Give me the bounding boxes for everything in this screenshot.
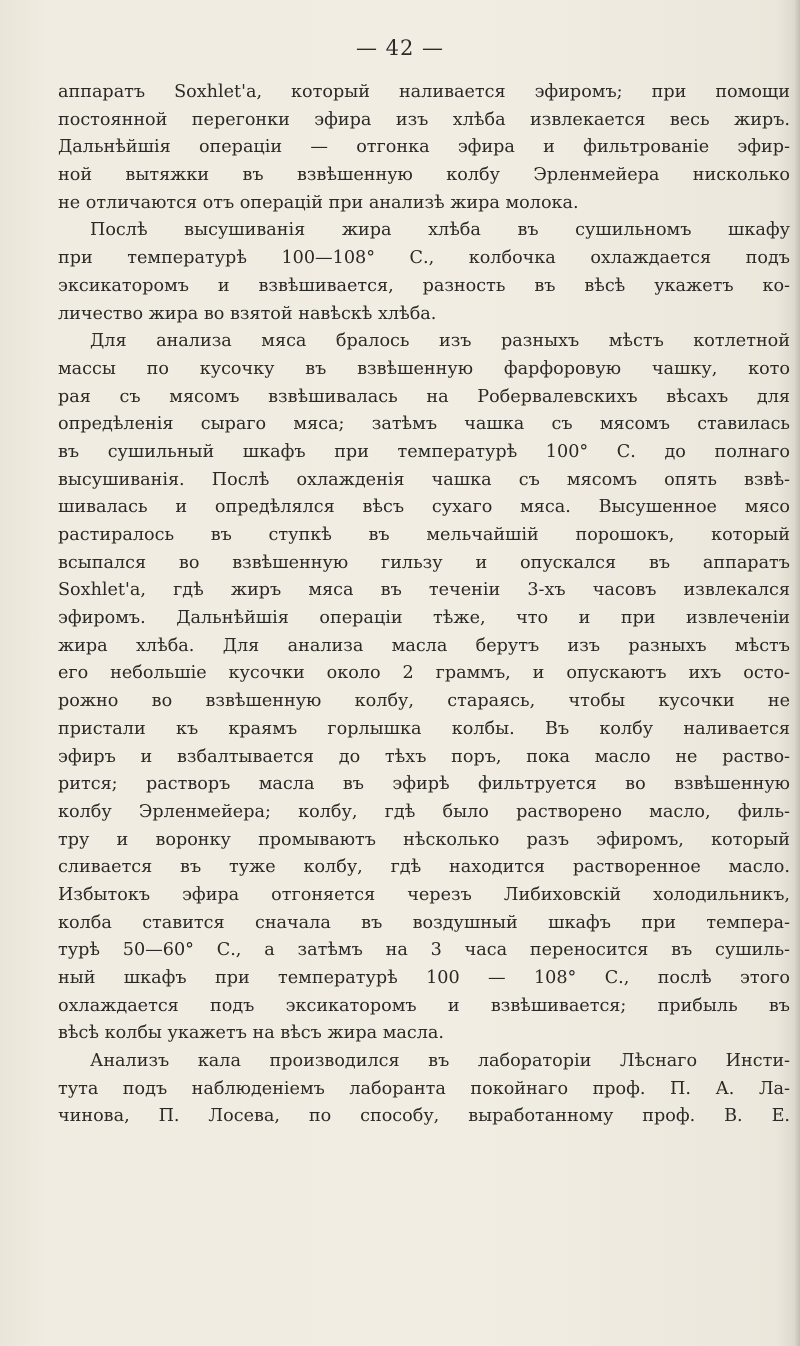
text-line: сливается въ туже колбу, гдѣ находится растворенное масло. [58,857,790,878]
text-line: растиралось въ ступкѣ въ мельчайшій порошокъ, который [58,525,790,545]
text-line: Избытокъ эфира отгоняется черезъ Либиховскій холодильникъ, [58,884,790,905]
text-line: ный шкафъ при температурѣ 100 — 108° С., послѣ этого [58,968,790,988]
text-line: постоянной перегонки эфира изъ хлѣба извлекается весь жиръ. [58,109,790,130]
text-line: пристали къ краямъ горлышка колбы. Въ колбу наливается [58,718,790,739]
text-line: Для анализа мяса бралось изъ разныхъ мѣстъ котлетной [90,331,790,352]
text-line: не отличаются отъ операцій при анализѣ жира молока. [58,192,579,213]
text-line: охлаждается подъ эксикаторомъ и взвѣшивается; прибыль въ [58,995,790,1016]
text-line: всыпался во взвѣшенную гильзу и опускался въ аппаратъ [58,552,790,573]
text-line: въ сушильный шкафъ при температурѣ 100° С. до полнаго [58,441,790,462]
paragraph-4 [58,1048,790,1131]
page-edge-shadow [794,0,800,1346]
text-line: при температурѣ 100—108° С., колбочка охлаждается подъ [58,248,790,269]
paragraph-2 [58,217,790,328]
text-line: вѣсѣ колбы укажетъ на вѣсъ жира масла. [58,1023,444,1044]
text-line: высушиванія. Послѣ охлажденія чашка съ мясомъ опять взвѣ- [58,469,790,490]
text-line: жира хлѣба. Для анализа масла берутъ изъ разныхъ мѣстъ [58,635,790,656]
text-line: чинова, П. Лосева, по способу, выработанному проф. В. Е. [58,1106,790,1127]
text-line: ной вытяжки въ взвѣшенную колбу Эрленмейера нисколько [58,165,790,186]
paragraph-3 [58,328,790,1048]
text-line: колбу Эрленмейера; колбу, гдѣ было растворено масло, филь- [58,801,790,822]
text-line: рится; растворъ масла въ эфирѣ фильтруется во взвѣшенную [58,774,790,795]
text-line: турѣ 50—60° С., а затѣмъ на 3 часа переносится въ сушиль- [58,940,790,961]
text-line: эфиръ и взбалтывается до тѣхъ поръ, пока масло не раство- [58,746,790,767]
text-line: эксикаторомъ и взвѣшивается, разность въ вѣсѣ укажетъ ко- [58,275,790,296]
text-line: Анализъ кала производился въ лабораторіи Лѣснаго Инсти- [90,1051,790,1072]
text-line: тута подъ наблюденіемъ лаборанта покойнаго проф. П. А. Ла- [58,1078,790,1099]
text-line: его небольшіе кусочки около 2 граммъ, и опускаютъ ихъ осто- [58,663,790,684]
text-line: аппаратъ Soxhlet'a, который наливается эфиромъ; при помощи [58,82,790,102]
text-line: Soxhlet'a, гдѣ жиръ мяса въ теченіи 3-хъ часовъ извлекался [58,580,790,601]
text-line: Послѣ высушиванія жира хлѣба въ сушильномъ шкафу [90,220,790,241]
text-line: Дальнѣйшія операціи — отгонка эфира и фильтрованіе эфир- [58,137,790,158]
text-line: массы по кусочку въ взвѣшенную фарфоровую чашку, кото [58,358,790,379]
text-line: эфиромъ. Дальнѣйшія операціи тѣже, что и при извлеченіи [58,608,790,629]
text-line: опредѣленія сыраго мяса; затѣмъ чашка съ мясомъ ставилась [58,414,790,435]
text-line: рая съ мясомъ взвѣшивалась на Робервалевскихъ вѣсахъ для [58,386,790,407]
text-line: шивалась и опредѣлялся вѣсъ сухаго мяса. Высушенное мясо [58,497,790,518]
text-line: личество жира во взятой навѣскѣ хлѣба. [58,303,437,324]
body-text [58,79,790,1131]
page-number: — 42 — [355,36,445,60]
text-line: рожно во взвѣшенную колбу, стараясь, чтобы кусочки не [58,691,790,712]
paragraph-1 [58,79,790,217]
text-line: колба ставится сначала въ воздушный шкафъ при темпера- [58,912,790,933]
text-line: тру и воронку промываютъ нѣсколько разъ эфиромъ, который [58,829,790,850]
